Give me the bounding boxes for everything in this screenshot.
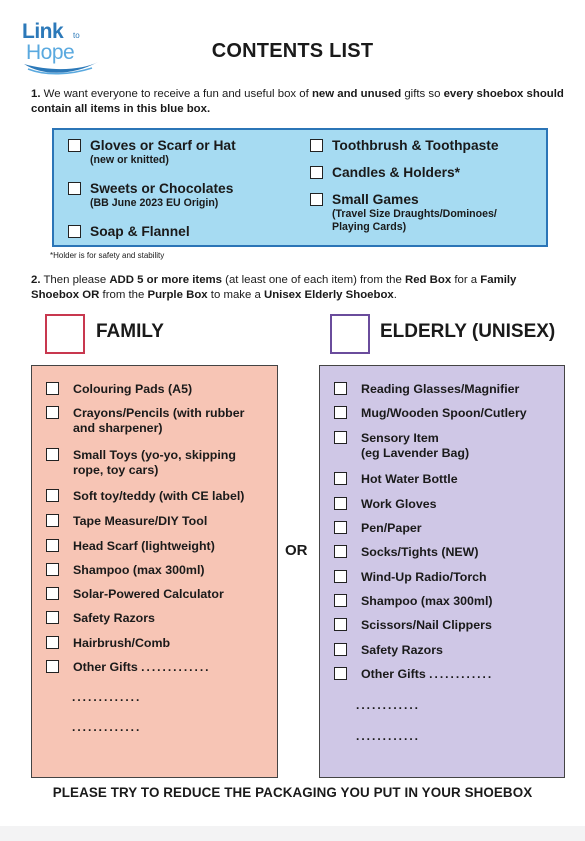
item-label: Tape Measure/DIY Tool	[73, 514, 208, 528]
step2-bold: Family Shoebox OR	[31, 274, 517, 301]
footnote: *Holder is for safety and stability	[50, 251, 165, 260]
elderly-title: ELDERLY (UNISEX)	[380, 321, 556, 342]
checkbox[interactable]	[46, 660, 59, 673]
step2-text: for a	[451, 274, 481, 286]
intro-number: 1.	[31, 88, 41, 100]
checkbox[interactable]	[334, 431, 347, 444]
item-sub: (BB June 2023 EU Origin)	[90, 197, 219, 209]
intro-paragraph	[31, 87, 566, 117]
elderly-items-box	[319, 365, 565, 778]
step2-paragraph	[31, 273, 566, 303]
checkbox[interactable]	[334, 570, 347, 583]
item-label: Pen/Paper	[361, 521, 422, 535]
elderly-shoebox-checkbox[interactable]	[330, 314, 370, 354]
checkbox[interactable]	[310, 166, 323, 179]
checkbox[interactable]	[334, 382, 347, 395]
checkbox[interactable]	[334, 618, 347, 631]
item-label: Small Toys (yo-yo, skipping	[73, 448, 236, 462]
item-sub: (new or knitted)	[90, 154, 169, 166]
write-in-line[interactable]: .............	[72, 720, 142, 734]
item-label: Soap & Flannel	[90, 224, 190, 239]
essential-items-box	[52, 128, 548, 247]
item-label: Colouring Pads (A5)	[73, 382, 193, 396]
write-in-line[interactable]: ............	[356, 729, 421, 743]
step2-number: 2.	[31, 274, 41, 286]
or-separator: OR	[285, 542, 308, 559]
checkbox[interactable]	[334, 497, 347, 510]
item-label: Safety Razors	[361, 643, 443, 657]
step2-text: Then please	[40, 274, 110, 286]
item-label: Other Gifts	[361, 667, 426, 681]
item-label: Gloves or Scarf or Hat	[90, 138, 236, 153]
page-title: CONTENTS LIST	[211, 40, 374, 62]
checkbox[interactable]	[46, 636, 59, 649]
family-shoebox-checkbox[interactable]	[45, 314, 85, 354]
checkbox[interactable]	[334, 545, 347, 558]
item-label: Mug/Wooden Spoon/Cutlery	[361, 406, 527, 420]
step2-bold: Purple Box	[147, 289, 208, 301]
item-label: Solar-Powered Calculator	[73, 587, 224, 601]
write-in-line[interactable]: ............	[429, 667, 494, 681]
packaging-footer: PLEASE TRY TO REDUCE THE PACKAGING YOU PUT IN YOUR SHOEBOX	[52, 785, 533, 800]
checkbox[interactable]	[46, 448, 59, 461]
checkbox[interactable]	[334, 643, 347, 656]
item-label: Shampoo (max 300ml)	[73, 563, 205, 577]
intro-bold-1: new and unused	[311, 88, 402, 100]
step2-bold: ADD 5 or more items	[109, 274, 222, 286]
family-title: FAMILY	[96, 321, 164, 342]
item-label: Wind-Up Radio/Torch	[361, 570, 487, 584]
item-label: Toothbrush & Toothpaste	[332, 138, 499, 153]
step2-text: from the	[99, 289, 148, 301]
item-label: Sensory Item	[361, 431, 439, 445]
item-label: Candles & Holders*	[332, 165, 461, 180]
item-label: Small Games	[332, 192, 419, 207]
item-label: Socks/Tights (NEW)	[361, 545, 479, 559]
step2-bold: Red Box	[404, 274, 452, 286]
checkbox[interactable]	[46, 611, 59, 624]
item-label: Scissors/Nail Clippers	[361, 618, 492, 632]
checkbox[interactable]	[68, 225, 81, 238]
item-sub: (Travel Size Draughts/Dominoes/	[332, 208, 497, 220]
checkbox[interactable]	[334, 594, 347, 607]
item-label: Safety Razors	[73, 611, 155, 625]
checkbox[interactable]	[334, 667, 347, 680]
checkbox[interactable]	[68, 139, 81, 152]
write-in-line[interactable]: .............	[141, 660, 211, 674]
item-label-line2: and sharpener)	[73, 421, 163, 435]
checkbox[interactable]	[46, 514, 59, 527]
item-label: Shampoo (max 300ml)	[361, 594, 493, 608]
checkbox[interactable]	[46, 382, 59, 395]
intro-bold-2: every shoebox should contain all items in this blue box.	[31, 88, 564, 115]
checkbox[interactable]	[46, 587, 59, 600]
item-label: Crayons/Pencils (with rubber	[73, 406, 245, 420]
item-label: Hairbrush/Comb	[73, 636, 171, 650]
family-items-box	[31, 365, 278, 778]
logo-link-text: Link	[22, 20, 64, 43]
item-label: Work Gloves	[361, 497, 437, 511]
item-label-line2: rope, toy cars)	[73, 463, 159, 477]
write-in-line[interactable]: ............	[356, 698, 421, 712]
item-label: Soft toy/teddy (with CE label)	[73, 489, 245, 503]
checkbox[interactable]	[334, 521, 347, 534]
step2-text: to make a	[207, 289, 264, 301]
item-label: Reading Glasses/Magnifier	[361, 382, 520, 396]
intro-text-2: gifts so	[401, 88, 444, 100]
intro-text-1: We want everyone to receive a fun and useful box of	[40, 88, 312, 100]
logo-hope-text: Hope	[26, 41, 75, 64]
checkbox[interactable]	[334, 406, 347, 419]
item-label-line2: (eg Lavender Bag)	[361, 446, 470, 460]
checkbox[interactable]	[68, 182, 81, 195]
logo-to-text: to	[73, 31, 80, 40]
checkbox[interactable]	[334, 472, 347, 485]
step2-bold: Unisex Elderly Shoebox	[263, 289, 394, 301]
step2-text: (at least one of each item) from the	[222, 274, 405, 286]
item-label: Other Gifts	[73, 660, 138, 674]
step2-text: .	[393, 289, 397, 301]
checkbox[interactable]	[310, 193, 323, 206]
item-label: Hot Water Bottle	[361, 472, 458, 486]
checkbox[interactable]	[46, 563, 59, 576]
checkbox[interactable]	[46, 406, 59, 419]
checkbox[interactable]	[310, 139, 323, 152]
write-in-line[interactable]: .............	[72, 690, 142, 704]
checkbox[interactable]	[46, 539, 59, 552]
checkbox[interactable]	[46, 489, 59, 502]
item-sub: Playing Cards)	[332, 221, 407, 233]
item-label: Sweets or Chocolates	[90, 181, 234, 196]
item-label: Head Scarf (lightweight)	[73, 539, 215, 553]
